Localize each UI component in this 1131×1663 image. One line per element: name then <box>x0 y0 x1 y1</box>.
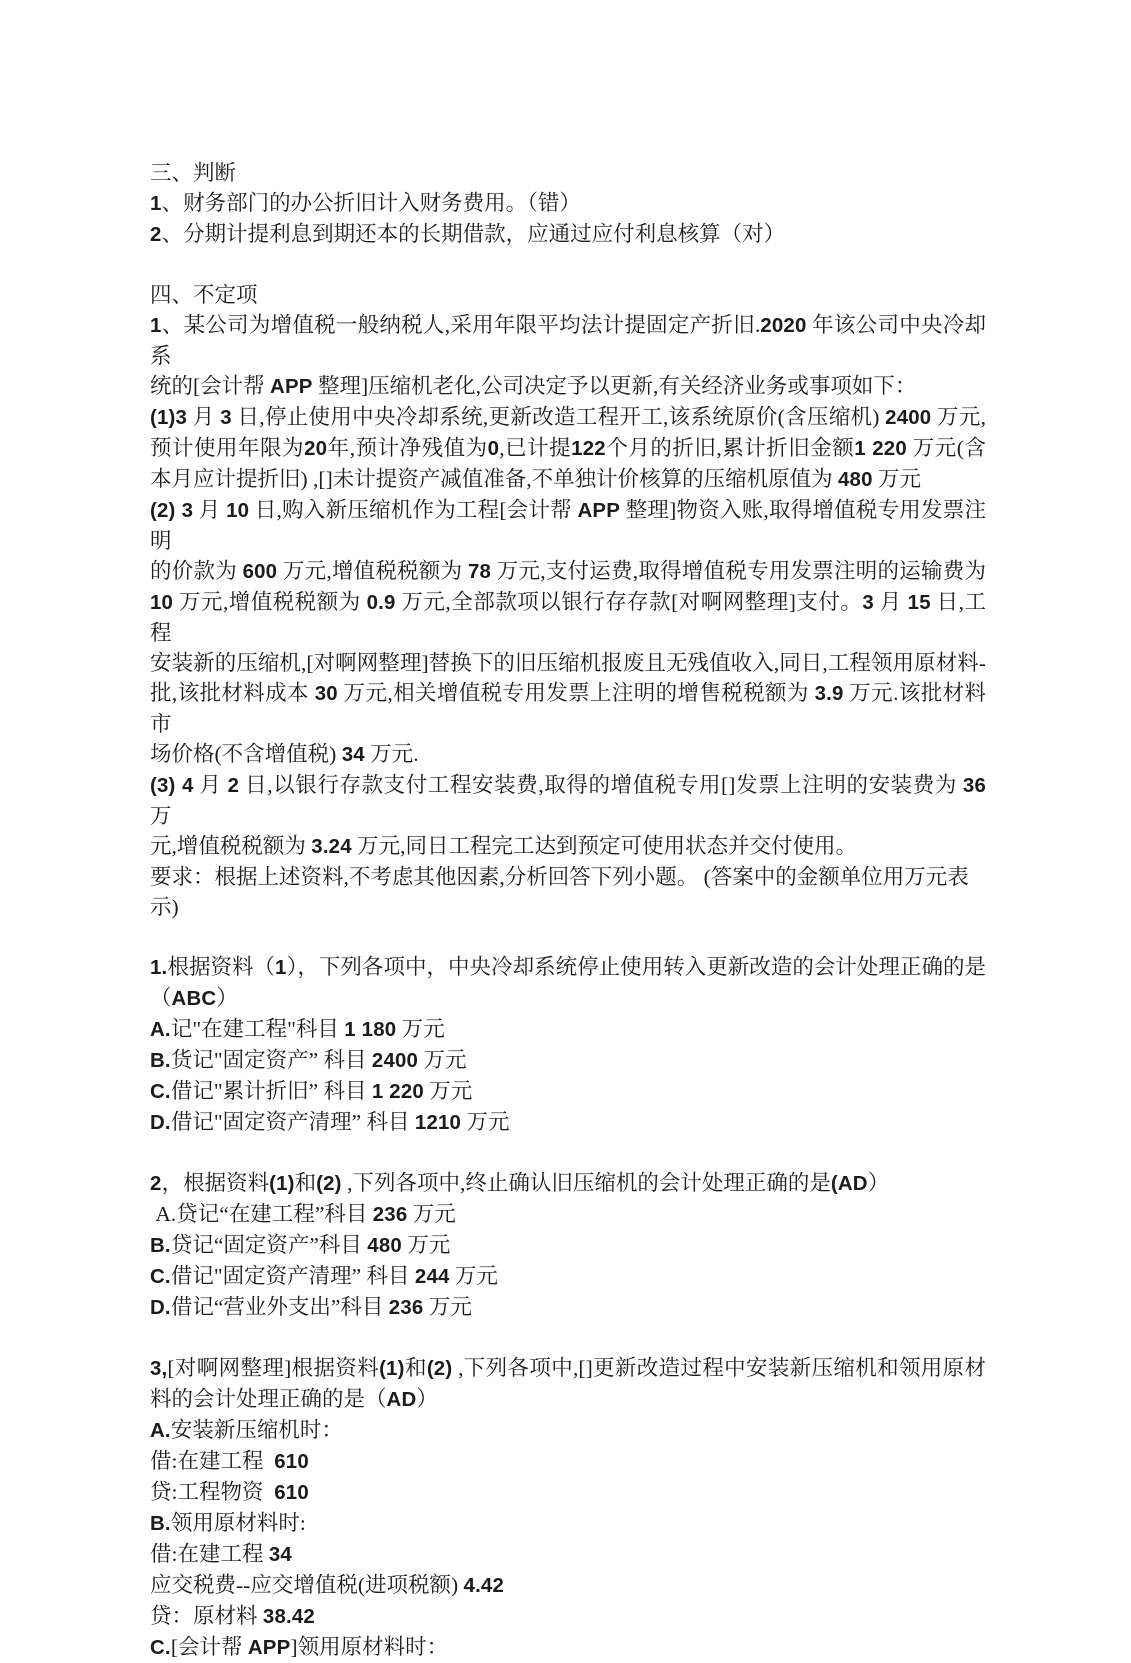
bold-run: 1 <box>150 315 162 337</box>
text-run: ，根据资料 <box>161 1171 270 1195</box>
text-run: 借记"固定资产清理” 科目 <box>170 1110 415 1134</box>
text-run: 月 <box>873 590 908 614</box>
text-run: 万元,增值税税额为 <box>173 590 367 614</box>
bold-run: 34 <box>268 1544 292 1566</box>
text-run: ,已计提 <box>499 436 572 460</box>
text-line <box>150 310 986 371</box>
text-line <box>150 1353 986 1384</box>
text-run: 三、判断 <box>150 161 237 185</box>
bold-run: 0.9 <box>366 592 396 614</box>
bold-run: 38.42 <box>262 1606 315 1628</box>
bold-run: B. <box>150 1235 171 1257</box>
bold-run: 34 <box>341 744 365 766</box>
text-run: 万元(含 <box>906 436 986 460</box>
bold-run: (2) <box>316 1173 342 1195</box>
bold-run: 0 <box>487 438 500 460</box>
text-run: 万元,增值税税额为 <box>277 559 468 583</box>
text-line <box>150 831 986 862</box>
text-run: ） <box>867 1171 890 1195</box>
text-run: 、财务部门的办公折旧计入财务费用。（错） <box>161 191 581 215</box>
text-line <box>150 402 986 433</box>
text-run: 借记"累计折旧” 科目 <box>170 1079 372 1103</box>
blank-line <box>150 250 986 280</box>
text-line <box>150 952 986 983</box>
text-run: 万元 <box>449 1264 498 1288</box>
text-line <box>150 1168 986 1199</box>
bold-run: 4.42 <box>463 1575 505 1597</box>
text-run: 预计使用年限为 <box>150 436 305 460</box>
bold-run: APP <box>247 1637 291 1659</box>
text-run: ,下列各项中,终止确认旧压缩机的会计处理正确的是 <box>341 1171 831 1195</box>
bold-run: 1210 <box>414 1112 462 1134</box>
text-run: 万元.该批材料市 <box>150 681 986 736</box>
text-run: A.贷记“在建工程”科目 <box>150 1202 373 1226</box>
bold-run: 78 <box>468 561 492 583</box>
bold-run: (1) <box>379 1358 405 1380</box>
text-line <box>150 1539 986 1570</box>
text-run: 万元 <box>423 1079 473 1103</box>
text-run: ），下列各项中，中央冷却系统停止使用转入更新改造的会计处理正确的是 <box>286 955 986 979</box>
text-line <box>150 1261 986 1292</box>
bold-run: D. <box>150 1112 171 1134</box>
text-run: 万元. <box>364 742 419 766</box>
text-line <box>150 464 986 495</box>
text-run: 安装新压缩机时： <box>170 1418 343 1442</box>
text-run: 借记"固定资产清理” 科目 <box>170 1264 415 1288</box>
bold-run: 15 <box>907 592 931 614</box>
text-run: 和 <box>404 1356 427 1380</box>
bold-run: 480 <box>367 1235 402 1257</box>
text-line <box>150 1045 986 1076</box>
text-line <box>150 371 986 402</box>
bold-run: 236 <box>388 1297 424 1319</box>
text-line <box>150 1601 986 1632</box>
bold-run: 244 <box>414 1266 450 1288</box>
bold-run: 2400 <box>371 1050 419 1072</box>
text-run: 贷：原材料 <box>150 1604 263 1628</box>
text-line <box>150 587 986 648</box>
text-line <box>150 1292 986 1323</box>
text-run: 借:在建工程 <box>150 1542 269 1566</box>
bold-run: C. <box>150 1266 171 1288</box>
text-run: 日,停止使用中央冷却系统,更新改造工程开工,该系统原价(含压缩机) <box>231 405 886 429</box>
text-run: （ <box>150 986 172 1010</box>
text-run: 根据资料（ <box>167 955 276 979</box>
text-run: 料的会计处理正确的是（ <box>150 1387 387 1411</box>
text-run: 、分期计提利息到期还本的长期借款，应通过应付利息核算（对） <box>161 222 786 246</box>
bold-run: (1)3 <box>150 407 188 429</box>
text-run: 万元 <box>407 1202 456 1226</box>
text-run: 万元 <box>461 1110 510 1134</box>
text-line <box>150 1014 986 1045</box>
bold-run: 10 <box>226 500 250 522</box>
bold-run: 1 180 <box>344 1019 397 1041</box>
bold-run: 3, <box>150 1358 168 1380</box>
text-line <box>150 1199 986 1230</box>
text-line <box>150 433 986 464</box>
text-run: 、某公司为增值税一般纳税人,采用年限平均法计提固定产折旧. <box>161 313 761 337</box>
text-run: 日,以银行存款支付工程安装费,取得的增值税专用[]发票上注明的安装费为 <box>239 773 963 797</box>
text-run: 要求：根据上述资料,不考虑其他因素,分析回答下列小题。 (答案中的金额单位用万元表示) <box>150 865 969 919</box>
bold-run: 1 220 <box>854 438 907 460</box>
bold-run: 1 <box>275 957 287 979</box>
text-run: [会计帮 <box>170 1635 248 1659</box>
text-run: 万元,相关增值税专用发票上注明的增售税税额为 <box>337 681 815 705</box>
text-run: 四、不定项 <box>150 283 258 307</box>
text-line <box>150 495 986 556</box>
text-line <box>150 1477 986 1508</box>
text-run: ） <box>416 1387 438 1411</box>
bold-run: C. <box>150 1637 171 1659</box>
bold-run: D. <box>150 1297 171 1319</box>
text-run: 和 <box>294 1171 317 1195</box>
text-run: 整理]压缩机老化,公司决定予以更新,有关经济业务或事项如下： <box>312 374 917 398</box>
text-line <box>150 862 986 922</box>
bold-run: 3.9 <box>814 683 844 705</box>
text-line <box>150 739 986 770</box>
document-body <box>150 158 992 1663</box>
text-run: ,下列各项中,[]更新改造过程中安装新压缩机和领用原材 <box>452 1356 986 1380</box>
bold-run: 1 <box>150 193 162 215</box>
bold-run: 36 <box>962 775 986 797</box>
text-run: ]领用原材料时： <box>290 1635 449 1659</box>
bold-run: 610 <box>274 1482 309 1504</box>
text-run: 贷:工程物资 <box>150 1480 275 1504</box>
bold-run: 1. <box>150 957 168 979</box>
text-run: 万元 <box>396 1017 445 1041</box>
text-line <box>150 678 986 739</box>
bold-run: B. <box>150 1513 171 1535</box>
text-run: 统的[会计帮 <box>150 374 271 398</box>
text-run: 月 <box>193 498 227 522</box>
text-line <box>150 158 986 188</box>
bold-run: APP <box>270 376 313 398</box>
bold-run: 2020 <box>760 315 807 337</box>
text-run: [对啊网整理]根据资料 <box>167 1356 380 1380</box>
bold-run: AD <box>386 1389 417 1411</box>
text-run: 万元,同日工程完工达到预定可使用状态并交付使用。 <box>351 834 858 858</box>
bold-run: (1) <box>269 1173 295 1195</box>
text-run: 借:在建工程 <box>150 1449 275 1473</box>
text-run: 万元,支付运费,取得增值税专用发票注明的运输费为 <box>491 559 986 583</box>
text-line <box>150 188 986 219</box>
text-line <box>150 1230 986 1261</box>
bold-run: APP <box>577 500 621 522</box>
bold-run: 2400 <box>885 407 932 429</box>
text-run: 借记“营业外支出”科目 <box>170 1295 389 1319</box>
text-run: 年,预计净残值为 <box>327 436 488 460</box>
text-line <box>150 1384 986 1415</box>
text-line <box>150 770 992 831</box>
bold-run: 600 <box>242 561 278 583</box>
bold-run: (AD <box>830 1173 868 1195</box>
text-line <box>150 983 986 1014</box>
text-line <box>150 1508 986 1539</box>
text-run: 记"在建工程"科目 <box>170 1017 345 1041</box>
text-run: 本月应计提折旧) ,[]未计提资产减值准备,不单独计价核算的压缩机原值为 <box>150 467 838 491</box>
text-run: 万元 <box>401 1233 451 1257</box>
text-run: 日,购入新压缩机作为工程[会计帮 <box>249 498 578 522</box>
text-run: 万元, <box>931 405 986 429</box>
bold-run: (2) <box>426 1358 453 1380</box>
text-run: 的价款为 <box>150 559 243 583</box>
bold-run: 2 <box>227 775 240 797</box>
bold-run: 2 <box>150 1173 162 1195</box>
text-run: 月 <box>187 405 221 429</box>
bold-run: 20 <box>304 438 328 460</box>
text-run: 万元 <box>423 1295 472 1319</box>
blank-line <box>150 1138 986 1168</box>
bold-run: A. <box>150 1019 171 1041</box>
text-run: 月 <box>193 773 228 797</box>
bold-run: (3) 4 <box>150 775 194 797</box>
text-run: 万元 <box>418 1048 467 1072</box>
text-run: 万元,全部款项以银行存存款[对啊网整理]支付。 <box>395 590 863 614</box>
text-run: 贷记“固定资产”科目 <box>170 1233 368 1257</box>
text-line <box>150 1570 986 1601</box>
text-run: 年该公司中央冷却系 <box>150 313 986 368</box>
bold-run: B. <box>150 1050 171 1072</box>
bold-run: (2) 3 <box>150 500 194 522</box>
bold-run: A. <box>150 1420 171 1442</box>
bold-run: 3.24 <box>311 836 352 858</box>
bold-run: 3 <box>862 592 874 614</box>
blank-line <box>150 1323 986 1353</box>
bold-run: 30 <box>314 683 338 705</box>
bold-run: 1 220 <box>371 1081 424 1103</box>
blank-line <box>150 922 986 952</box>
text-line <box>150 1076 986 1107</box>
text-line <box>150 1632 986 1663</box>
text-run: ） <box>216 986 238 1010</box>
text-run: 批,该批材料成本 <box>150 681 315 705</box>
text-line <box>150 1446 986 1477</box>
bold-run: C. <box>150 1081 171 1103</box>
text-run: 万元 <box>872 467 922 491</box>
bold-run: ABC <box>171 988 217 1010</box>
bold-run: 10 <box>150 592 174 614</box>
text-run: 元,增值税税额为 <box>150 834 312 858</box>
text-run: 场价格(不含增值税) <box>150 742 342 766</box>
bold-run: 610 <box>274 1451 309 1473</box>
text-run: 安装新的压缩机,[对啊网整理]替换下的旧压缩机报废且无残值收入,同日,工程领用原材料- <box>150 651 986 675</box>
bold-run: 3 <box>220 407 232 429</box>
text-run: 应交税费--应交增值税(进项税额) <box>150 1573 464 1597</box>
text-line <box>150 1415 986 1446</box>
text-run: 整理]物资入账,取得增值税专用发票注明 <box>150 498 986 553</box>
text-run: 货记"固定资产” 科目 <box>170 1048 372 1072</box>
bold-run: 236 <box>372 1204 408 1226</box>
text-line <box>150 556 986 587</box>
text-run: 领用原材料时: <box>170 1511 306 1535</box>
document-page <box>150 158 992 1663</box>
text-line <box>150 1107 986 1138</box>
text-run: 万 <box>150 773 992 828</box>
text-line <box>150 219 986 250</box>
bold-run: 2 <box>150 224 162 246</box>
bold-run: 480 <box>837 469 873 491</box>
text-run: 日,工程 <box>150 590 986 645</box>
text-line <box>150 648 986 678</box>
bold-run: 122 <box>571 438 606 460</box>
text-run: 个月的折旧,累计折旧金额 <box>605 436 855 460</box>
text-line <box>150 280 986 310</box>
